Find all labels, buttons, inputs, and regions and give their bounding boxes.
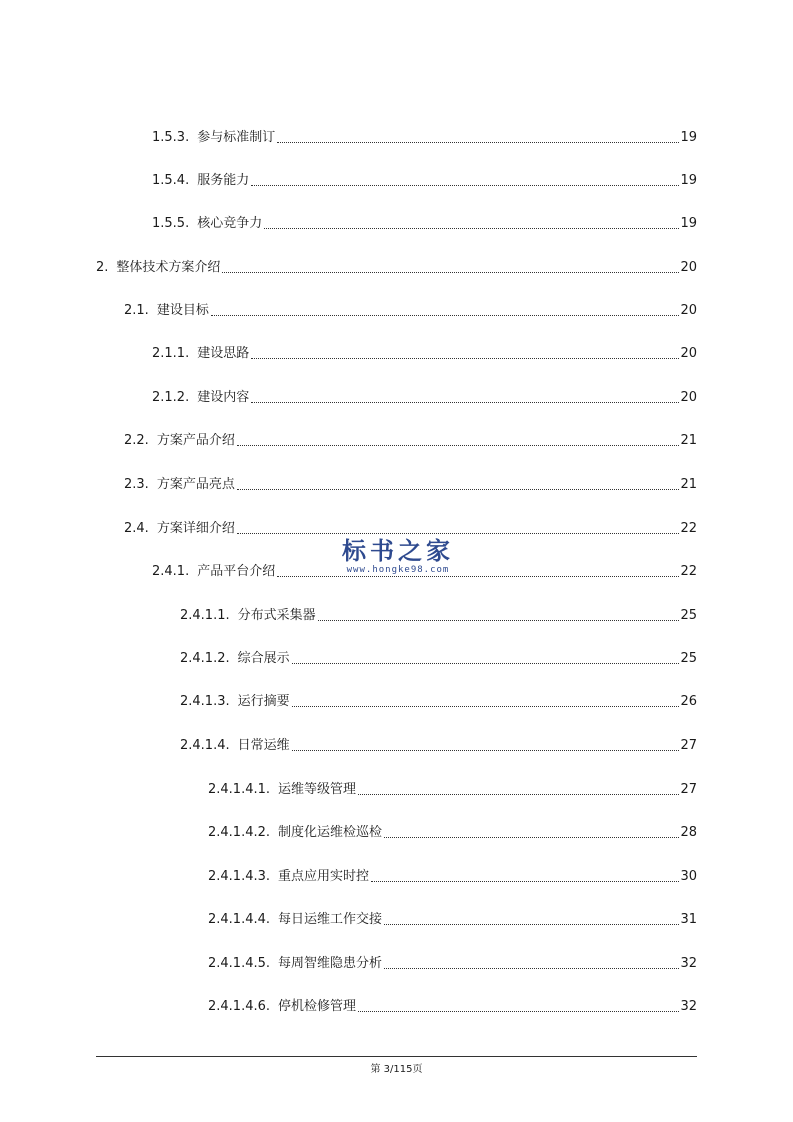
page-number: 第 3/115页 bbox=[370, 1064, 423, 1075]
toc-entry-title: 建设内容 bbox=[197, 390, 250, 405]
toc-entry-page: 26 bbox=[680, 694, 697, 709]
toc-dot-leader bbox=[358, 793, 679, 795]
toc-entry-page: 32 bbox=[680, 999, 697, 1014]
toc-entry[interactable] bbox=[208, 863, 697, 885]
toc-entry[interactable] bbox=[152, 340, 697, 362]
toc-dot-leader bbox=[292, 705, 680, 707]
toc-entry-page: 30 bbox=[680, 869, 697, 884]
toc-dot-leader bbox=[251, 184, 679, 186]
toc-dot-leader bbox=[292, 749, 680, 751]
toc-entry[interactable] bbox=[180, 645, 697, 667]
toc-entry-title: 方案产品亮点 bbox=[156, 477, 235, 492]
toc-dot-leader bbox=[277, 141, 679, 143]
toc-dot-leader bbox=[358, 1010, 679, 1012]
toc-entry-page: 19 bbox=[680, 173, 697, 188]
toc-entry[interactable] bbox=[180, 732, 697, 754]
toc-entry-number: 2.4.1.4.5. bbox=[208, 956, 271, 971]
toc-entry-title: 每日运维工作交接 bbox=[278, 912, 383, 927]
toc-entry-title: 日常运维 bbox=[237, 738, 290, 753]
toc-entry[interactable] bbox=[152, 558, 697, 580]
toc-dot-leader bbox=[292, 662, 680, 664]
toc-dot-leader bbox=[237, 532, 680, 534]
toc-dot-leader bbox=[318, 619, 680, 621]
toc-entry-page: 19 bbox=[680, 130, 697, 145]
toc-entry-number: 2.4.1.2. bbox=[180, 651, 230, 666]
toc-entry-title: 停机检修管理 bbox=[278, 999, 357, 1014]
toc-entry[interactable] bbox=[180, 688, 697, 710]
toc-entry-page: 21 bbox=[680, 477, 697, 492]
toc-entry-number: 2.4. bbox=[124, 521, 149, 536]
toc-entry-page: 22 bbox=[680, 521, 697, 536]
toc-entry-title: 方案详细介绍 bbox=[156, 521, 235, 536]
toc-entry-number: 2.4.1.4.1. bbox=[208, 782, 271, 797]
toc-entry-number: 1.5.4. bbox=[152, 173, 190, 188]
toc-entry-title: 分布式采集器 bbox=[237, 608, 316, 623]
toc-entry-number: 2.4.1. bbox=[152, 564, 190, 579]
toc-entry[interactable] bbox=[208, 950, 697, 972]
toc-entry-number: 2.4.1.4.3. bbox=[208, 869, 271, 884]
toc-entry-page: 20 bbox=[680, 303, 697, 318]
toc-entry[interactable] bbox=[124, 515, 697, 537]
toc-entry-page: 27 bbox=[680, 738, 697, 753]
toc-entry-title: 制度化运维检巡检 bbox=[278, 825, 383, 840]
toc-entry[interactable] bbox=[124, 297, 697, 319]
toc-entry[interactable] bbox=[124, 471, 697, 493]
toc-entry[interactable] bbox=[96, 254, 697, 276]
toc-dot-leader bbox=[384, 923, 679, 925]
watermark-logo-text: 标书之家 bbox=[342, 536, 454, 565]
toc-entry-title: 服务能力 bbox=[197, 173, 250, 188]
toc-entry-title: 每周智维隐患分析 bbox=[278, 956, 383, 971]
toc-entry-number: 2.1. bbox=[124, 303, 149, 318]
toc-dot-leader bbox=[251, 401, 679, 403]
toc-entry-number: 2.3. bbox=[124, 477, 149, 492]
toc-entry-number: 2.4.1.1. bbox=[180, 608, 230, 623]
toc-entry-number: 2. bbox=[96, 260, 109, 275]
toc-entry-title: 产品平台介绍 bbox=[197, 564, 276, 579]
toc-entry-number: 2.1.1. bbox=[152, 346, 190, 361]
toc-entry-page: 25 bbox=[680, 608, 697, 623]
toc-entry-page: 22 bbox=[680, 564, 697, 579]
toc-entry-page: 27 bbox=[680, 782, 697, 797]
toc-entry-number: 2.2. bbox=[124, 433, 149, 448]
toc-entry-page: 21 bbox=[680, 433, 697, 448]
toc-entry-number: 1.5.5. bbox=[152, 216, 190, 231]
toc-entry-title: 方案产品介绍 bbox=[156, 433, 235, 448]
toc-entry[interactable] bbox=[208, 993, 697, 1015]
toc-entry-title: 运维等级管理 bbox=[278, 782, 357, 797]
toc-entry-title: 核心竞争力 bbox=[197, 216, 263, 231]
toc-entry-number: 2.1.2. bbox=[152, 390, 190, 405]
toc-entry-page: 20 bbox=[680, 346, 697, 361]
toc-entry-page: 19 bbox=[680, 216, 697, 231]
toc-dot-leader bbox=[371, 880, 679, 882]
watermark-url: www.hongke98.com bbox=[346, 565, 450, 575]
toc-entry-number: 2.4.1.4.4. bbox=[208, 912, 271, 927]
toc-entry[interactable] bbox=[124, 427, 697, 449]
toc-entry-title: 综合展示 bbox=[237, 651, 290, 666]
toc-entry-title: 参与标准制订 bbox=[197, 130, 276, 145]
toc-entry[interactable] bbox=[208, 906, 697, 928]
toc-dot-leader bbox=[277, 575, 679, 577]
toc-entry-number: 2.4.1.4.2. bbox=[208, 825, 271, 840]
toc-dot-leader bbox=[237, 488, 680, 490]
toc-entry[interactable] bbox=[152, 124, 697, 146]
toc-entry[interactable] bbox=[152, 210, 697, 232]
toc-entry-title: 建设目标 bbox=[156, 303, 209, 318]
toc-entry-number: 2.4.1.4.6. bbox=[208, 999, 271, 1014]
toc-entry-page: 20 bbox=[680, 390, 697, 405]
toc-dot-leader bbox=[384, 967, 679, 969]
toc-entry[interactable] bbox=[208, 776, 697, 798]
toc-dot-leader bbox=[384, 836, 679, 838]
toc-entry-page: 32 bbox=[680, 956, 697, 971]
toc-entry[interactable] bbox=[208, 819, 697, 841]
toc-entry[interactable] bbox=[152, 384, 697, 406]
toc-entry-number: 2.4.1.3. bbox=[180, 694, 230, 709]
toc-dot-leader bbox=[264, 227, 679, 229]
toc-entry-title: 整体技术方案介绍 bbox=[116, 260, 221, 275]
toc-entry-title: 建设思路 bbox=[197, 346, 250, 361]
toc-entry-number: 1.5.3. bbox=[152, 130, 190, 145]
toc-entry-page: 31 bbox=[680, 912, 697, 927]
toc-entry-page: 28 bbox=[680, 825, 697, 840]
toc-dot-leader bbox=[237, 444, 680, 446]
toc-dot-leader bbox=[251, 357, 679, 359]
toc-entry-title: 运行摘要 bbox=[237, 694, 290, 709]
footer-divider bbox=[96, 1056, 697, 1057]
toc-dot-leader bbox=[211, 314, 680, 316]
toc-entry-title: 重点应用实时控 bbox=[278, 869, 370, 884]
toc-dot-leader bbox=[222, 271, 679, 273]
toc-entry-page: 25 bbox=[680, 651, 697, 666]
toc-entry-page: 20 bbox=[680, 260, 697, 275]
toc-entry[interactable] bbox=[152, 167, 697, 189]
toc-entry-number: 2.4.1.4. bbox=[180, 738, 230, 753]
toc-entry[interactable] bbox=[180, 602, 697, 624]
